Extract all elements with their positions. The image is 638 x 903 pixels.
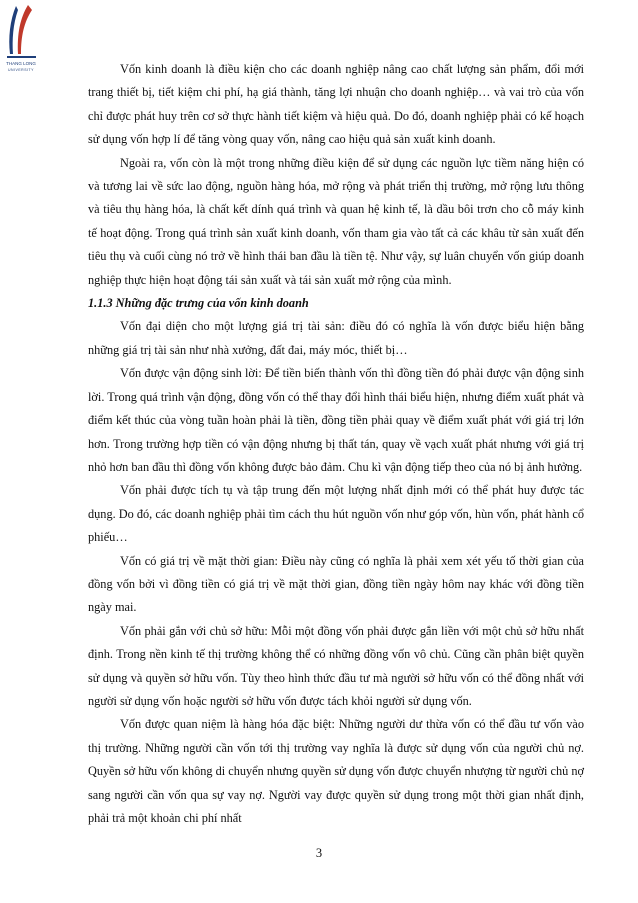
paragraph: Vốn kinh doanh là điều kiện cho các doanh nghiệp nâng cao chất lượng sản phẩm, đổi mới trang thiết bị, tiết kiệm chi phí, hạ giá thành, tăng lợi nhuận cho doanh nghiệp… và vai trò của vốn chỉ được phát huy trên cơ sở thực hành tiết kiệm và hiệu quả. Do đó, doanh nghiệp phải có kế hoạch sử dụng vốn hợp lí để tăng vòng quay vốn, nâng cao hiệu quả sản xuất kinh doanh. (88, 62, 584, 147)
logo-brand-text: THANG LONG (6, 61, 36, 66)
paragraph: Vốn được quan niệm là hàng hóa đặc biệt: Những người dư thừa vốn có thể đầu tư vốn vào thị trường. Những người cần vốn tới thị trường vay nghĩa là được sử dụng vốn của người chủ nợ. Quyền sở hữu vốn không di chuyển nhưng quyền sử dụng vốn được chuyển nhượng từ người chủ nợ sang người cần vốn qua sự vay nợ. Người vay được quyền sử dụng trong một thời gian nhất định, phải trả một khoản chi phí nhất (88, 717, 584, 825)
paragraph: Vốn phải được tích tụ và tập trung đến một lượng nhất định mới có thể phát huy được tác dụng. Do đó, các doanh nghiệp phải tìm cách thu hút nguồn vốn như góp vốn, hùn vốn, phát hành cổ phiếu… (88, 483, 584, 545)
paragraph: Vốn được vận động sinh lời: Để tiền biến thành vốn thì đồng tiền đó phải được vận động sinh lời. Trong quá trình vận động, đồng vốn có thể thay đổi hình thái biểu hiện, nhưng điểm xuất phát và điểm kết thúc của vòng tuần hoàn phải là tiền, đồng tiền phải quay về điểm xuất phát với giá trị lớn hơn. Trong trường hợp tiền có vận động nhưng bị thất tán, quay về vạch xuất phát nhưng với giá trị nhỏ hơn ban đầu thì đồng vốn không được bảo đảm. Chu kì vận động tiếp theo của nó bị ảnh hưởng. (88, 366, 584, 474)
paragraph: Vốn phải gắn với chủ sở hữu: Mỗi một đồng vốn phải được gắn liền với một chủ sở hữu nhất định. Trong nền kinh tế thị trường không thể có những đồng vốn vô chủ. Cũng cần phân biệt quyền sử dụng và quyền sở hữu vốn. Tùy theo hình thức đầu tư mà người sở hữu vốn có thể đồng nhất với người sử dụng vốn hoặc người sở hữu vốn được tách khỏi người sử dụng vốn. (88, 623, 584, 708)
university-logo (2, 2, 42, 76)
paragraph: Vốn có giá trị về mặt thời gian: Điều này cũng có nghĩa là phải xem xét yếu tố thời gian của đồng vốn bởi vì đồng tiền có giá trị về mặt thời gian, đồng tiền ngày hôm nay khác với đồng tiền ngày mai. (88, 553, 584, 615)
page-number: 3 (315, 846, 323, 860)
document-body (88, 58, 584, 830)
logo-mark-icon (2, 2, 42, 76)
paragraph: Ngoài ra, vốn còn là một trong những điều kiện để sử dụng các nguồn lực tiềm năng hiện có và tương lai về sức lao động, nguồn hàng hóa, mở rộng và phát triển thị trường, mở rộng lưu thông và tiêu thụ hàng hóa, là chất kết dính quá trình và quan hệ kinh tế, là dầu bôi trơn cho cỗ máy kinh tế hoạt động. Trong quá trình sản xuất kinh doanh, vốn tham gia vào tất cả các khâu từ sản xuất đến tiêu thụ và cuối cùng nó trở về hình thái ban đầu là tiền tệ. Như vậy, sự luân chuyển vốn giúp doanh nghiệp thực hiện hoạt động tái sản xuất và tái sản xuất mở rộng của mình. (88, 155, 584, 287)
logo-tagline-text: UNIVERSITY (7, 68, 35, 72)
section-heading: 1.1.3 Những đặc trưng của vốn kinh doanh (88, 296, 309, 311)
paragraph: Vốn đại diện cho một lượng giá trị tài sản: điều đó có nghĩa là vốn được biểu hiện bằng những giá trị tài sản như nhà xưởng, đất đai, máy móc, thiết bị… (88, 319, 584, 357)
